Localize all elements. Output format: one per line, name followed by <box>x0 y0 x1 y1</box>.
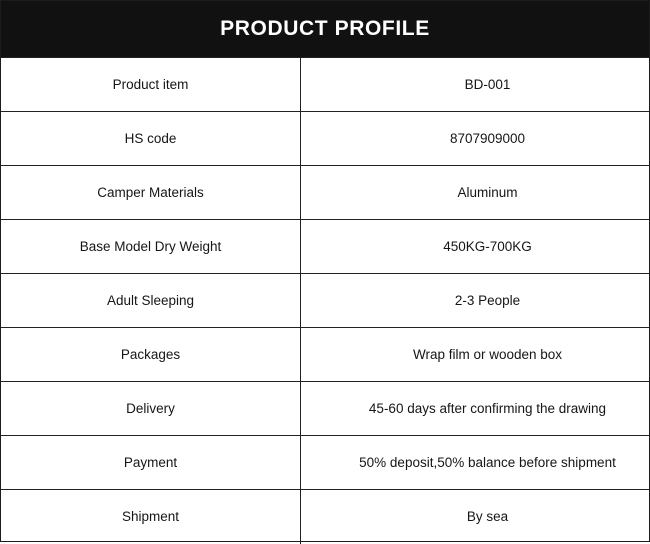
row-label: Adult Sleeping <box>1 274 301 328</box>
product-profile-header <box>1 1 649 57</box>
row-value: BD-001 <box>301 58 650 112</box>
table-row <box>1 220 650 274</box>
page-title: PRODUCT PROFILE <box>220 17 430 41</box>
table-row <box>1 436 650 490</box>
table-row <box>1 382 650 436</box>
row-label: Product item <box>1 58 301 112</box>
row-value: 2-3 People <box>301 274 650 328</box>
table-row <box>1 166 650 220</box>
row-label: Delivery <box>1 382 301 436</box>
row-value: By sea <box>301 490 650 544</box>
row-label: Shipment <box>1 490 301 544</box>
row-label: Camper Materials <box>1 166 301 220</box>
row-value: Wrap film or wooden box <box>301 328 650 382</box>
row-label: HS code <box>1 112 301 166</box>
row-value: Aluminum <box>301 166 650 220</box>
row-value: 8707909000 <box>301 112 650 166</box>
row-label: Packages <box>1 328 301 382</box>
row-label: Payment <box>1 436 301 490</box>
table-row <box>1 112 650 166</box>
table-row <box>1 58 650 112</box>
row-value: 50% deposit,50% balance before shipment <box>301 436 650 490</box>
row-label: Base Model Dry Weight <box>1 220 301 274</box>
product-profile-table <box>1 57 650 544</box>
table-row <box>1 328 650 382</box>
table-row <box>1 490 650 544</box>
row-value: 45-60 days after confirming the drawing <box>301 382 650 436</box>
table-row <box>1 274 650 328</box>
row-value: 450KG-700KG <box>301 220 650 274</box>
